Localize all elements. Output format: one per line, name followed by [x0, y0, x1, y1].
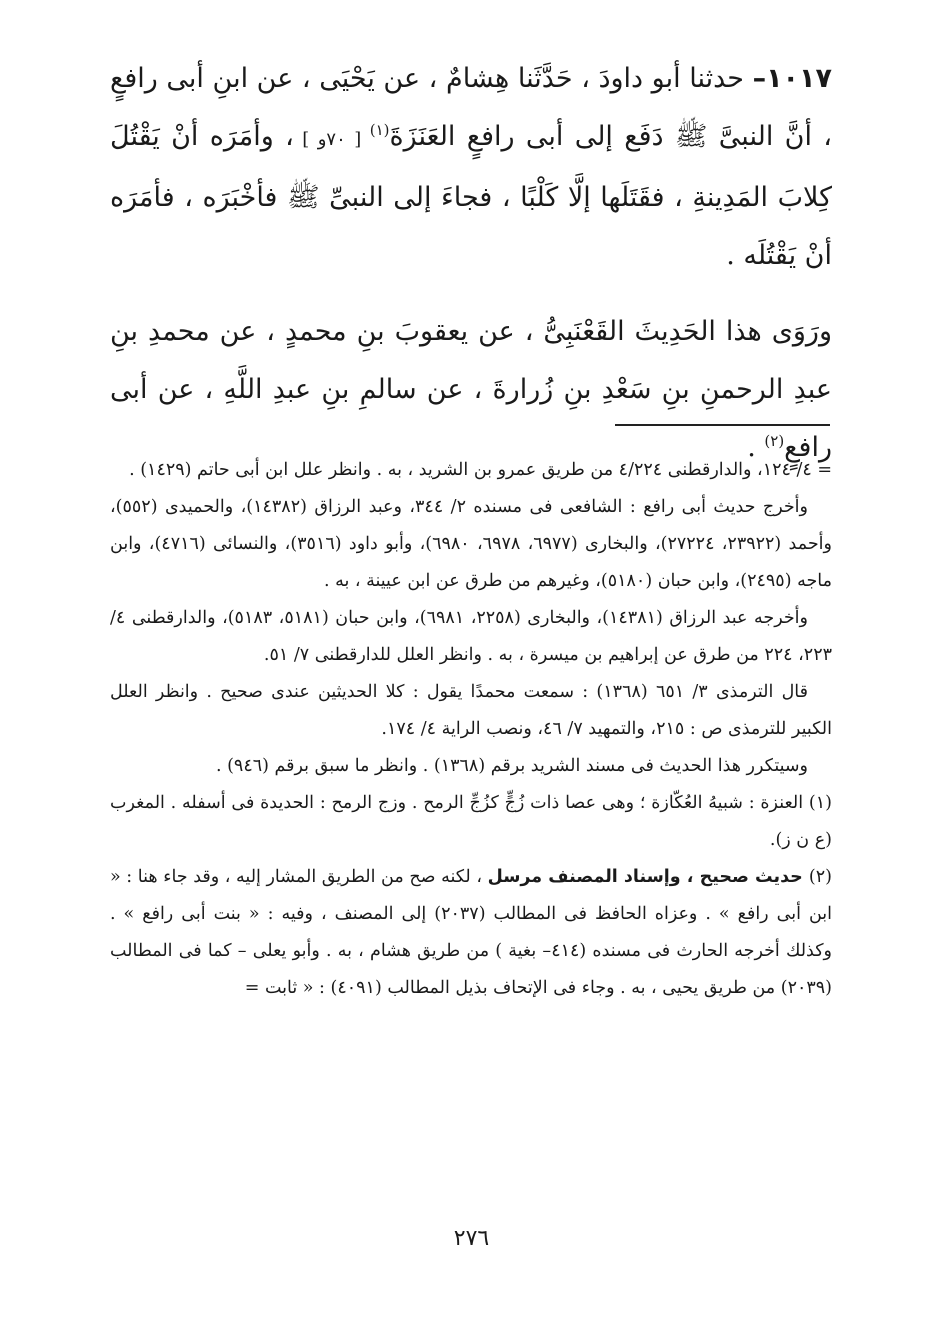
footnote-marker-1: (١): [369, 121, 390, 139]
narration-end: .: [747, 432, 765, 463]
footnote-1: (١) العنزة : شبيهُ العُكّازة ؛ وهى عصا ذات زُجٍّ كزُجِّ الرمح . وزج الرمح : الحديدة فى أسفله . المغرب (ع ن ز).: [110, 793, 832, 850]
hadith-number: ١٠١٧–: [752, 63, 832, 94]
footnote-2-bold: حديث صحيح ، وإسناد المصنف مرسل: [487, 867, 809, 887]
footnote-paragraph: وأخرج حديث أبى رافع : الشافعى فى مسنده ٢/ ٣٤٤، وعبد الرزاق (١٤٣٨٢)، والحميدى (٥٥٢)، وأحمد (٢٣٩٢٢، ٢٧٢٢٤)، والبخارى (٦٩٧٧، ٦٩٧٨، ٦٩٨٠)، وأبو داود (٣٥١٦)، والنسائى (٤٧١٦)، وابن ماجه (٢٤٩٥)، وابن حبان (٥١٨٠)، وغيرهم من طرق عن ابن عيينة ، به .: [110, 497, 832, 591]
footnote-2-text: ، لكنه صح من الطريق المشار إليه ، وقد جاء هنا : « ابن أبى رافع » . وعزاه الحافظ فى المطالب (٢٠٣٧) إلى المصنف ، وفيه : « بنت أبى رافع » . وكذلك أخرجه الحارث فى مسنده (٤١٤– بغية ) من طريق هشام ، به . وأبو يعلى – كما فى المطالب (٢٠٣٩) من طريق يحيى ، به . وجاء فى الإتحاف بذيل المطالب (٤٠٩١) : « ثابت =: [110, 867, 833, 998]
hadith-paragraph: [110, 50, 832, 285]
hadith-text-part2: ، وأمَرَه أنْ يَقْتُلَ كِلابَ المَدِينةِ ، فقَتَلَها إلَّا كَلْبًا ، فجاءَ إلى النبىِّ ﷺ فأخْبَرَه ، فأمَرَه أنْ يَقْتُلَه .: [110, 121, 832, 271]
footnote-paragraph: قال الترمذى ٣/ ٦٥١ (١٣٦٨) : سمعت محمدًا يقول : كلا الحديثين عندى صحيح . وانظر العلل الكبير للترمذى ص : ٢١٥، والتمهيد ٧/ ٤٦، ونصب الراية ٤/ ١٧٤.: [110, 682, 832, 739]
footnotes: [110, 452, 832, 1007]
footnote-paragraph: وسيتكرر هذا الحديث فى مسند الشريد برقم (١٣٦٨) . وانظر ما سبق برقم (٩٤٦) .: [215, 756, 808, 776]
footnote-marker-2: (٢): [764, 432, 785, 450]
main-text: [110, 50, 832, 477]
footnote-paragraph: وأخرجه عبد الرزاق (١٤٣٨١)، والبخارى (٢٢٥٨، ٦٩٨١)، وابن حبان (٥١٨١، ٥١٨٣)، والدارقطنى ٤/ ٢٢٣، ٢٢٤ من طرق عن إبراهيم بن ميسرة ، به . وانظر العلل للدارقطنى ٧/ ٥١.: [110, 608, 832, 665]
narration-text: ورَوَى هذا الحَدِيثَ القَعْنَبِىُّ ، عن يعقوبَ بنِ محمدٍ ، عن محمدِ بنِ عبدِ الرحمنِ بنِ سَعْدِ بنِ زُرارةَ ، عن سالمِ بنِ عبدِ اللَّهِ ، عن أبى رافعٍ: [110, 316, 832, 463]
hadith-text-part1: حدثنا أبو داودَ ، حَدَّثَنا هِشامٌ ، عن يَحْيَى ، عن ابنِ أبى رافعٍ ، أنَّ النبىَّ ﷺ دَفَع إلى أبى رافعٍ العَنَزَةَ: [110, 63, 832, 152]
footnote-2-label: (٢): [808, 867, 832, 887]
folio-marker: [ ٧٠و ]: [293, 129, 370, 150]
footnote-separator: [615, 424, 830, 426]
footnote-2: [110, 859, 832, 1007]
page-number: ٢٧٦: [453, 1226, 490, 1251]
narration-paragraph: [110, 303, 832, 477]
footnote-continuation: = ٤/ ١٢٤، والدارقطنى ٤/٢٢٤ من طريق عمرو بن الشريد ، به . وانظر علل ابن أبى حاتم (١٤٢٩) .: [129, 460, 832, 480]
